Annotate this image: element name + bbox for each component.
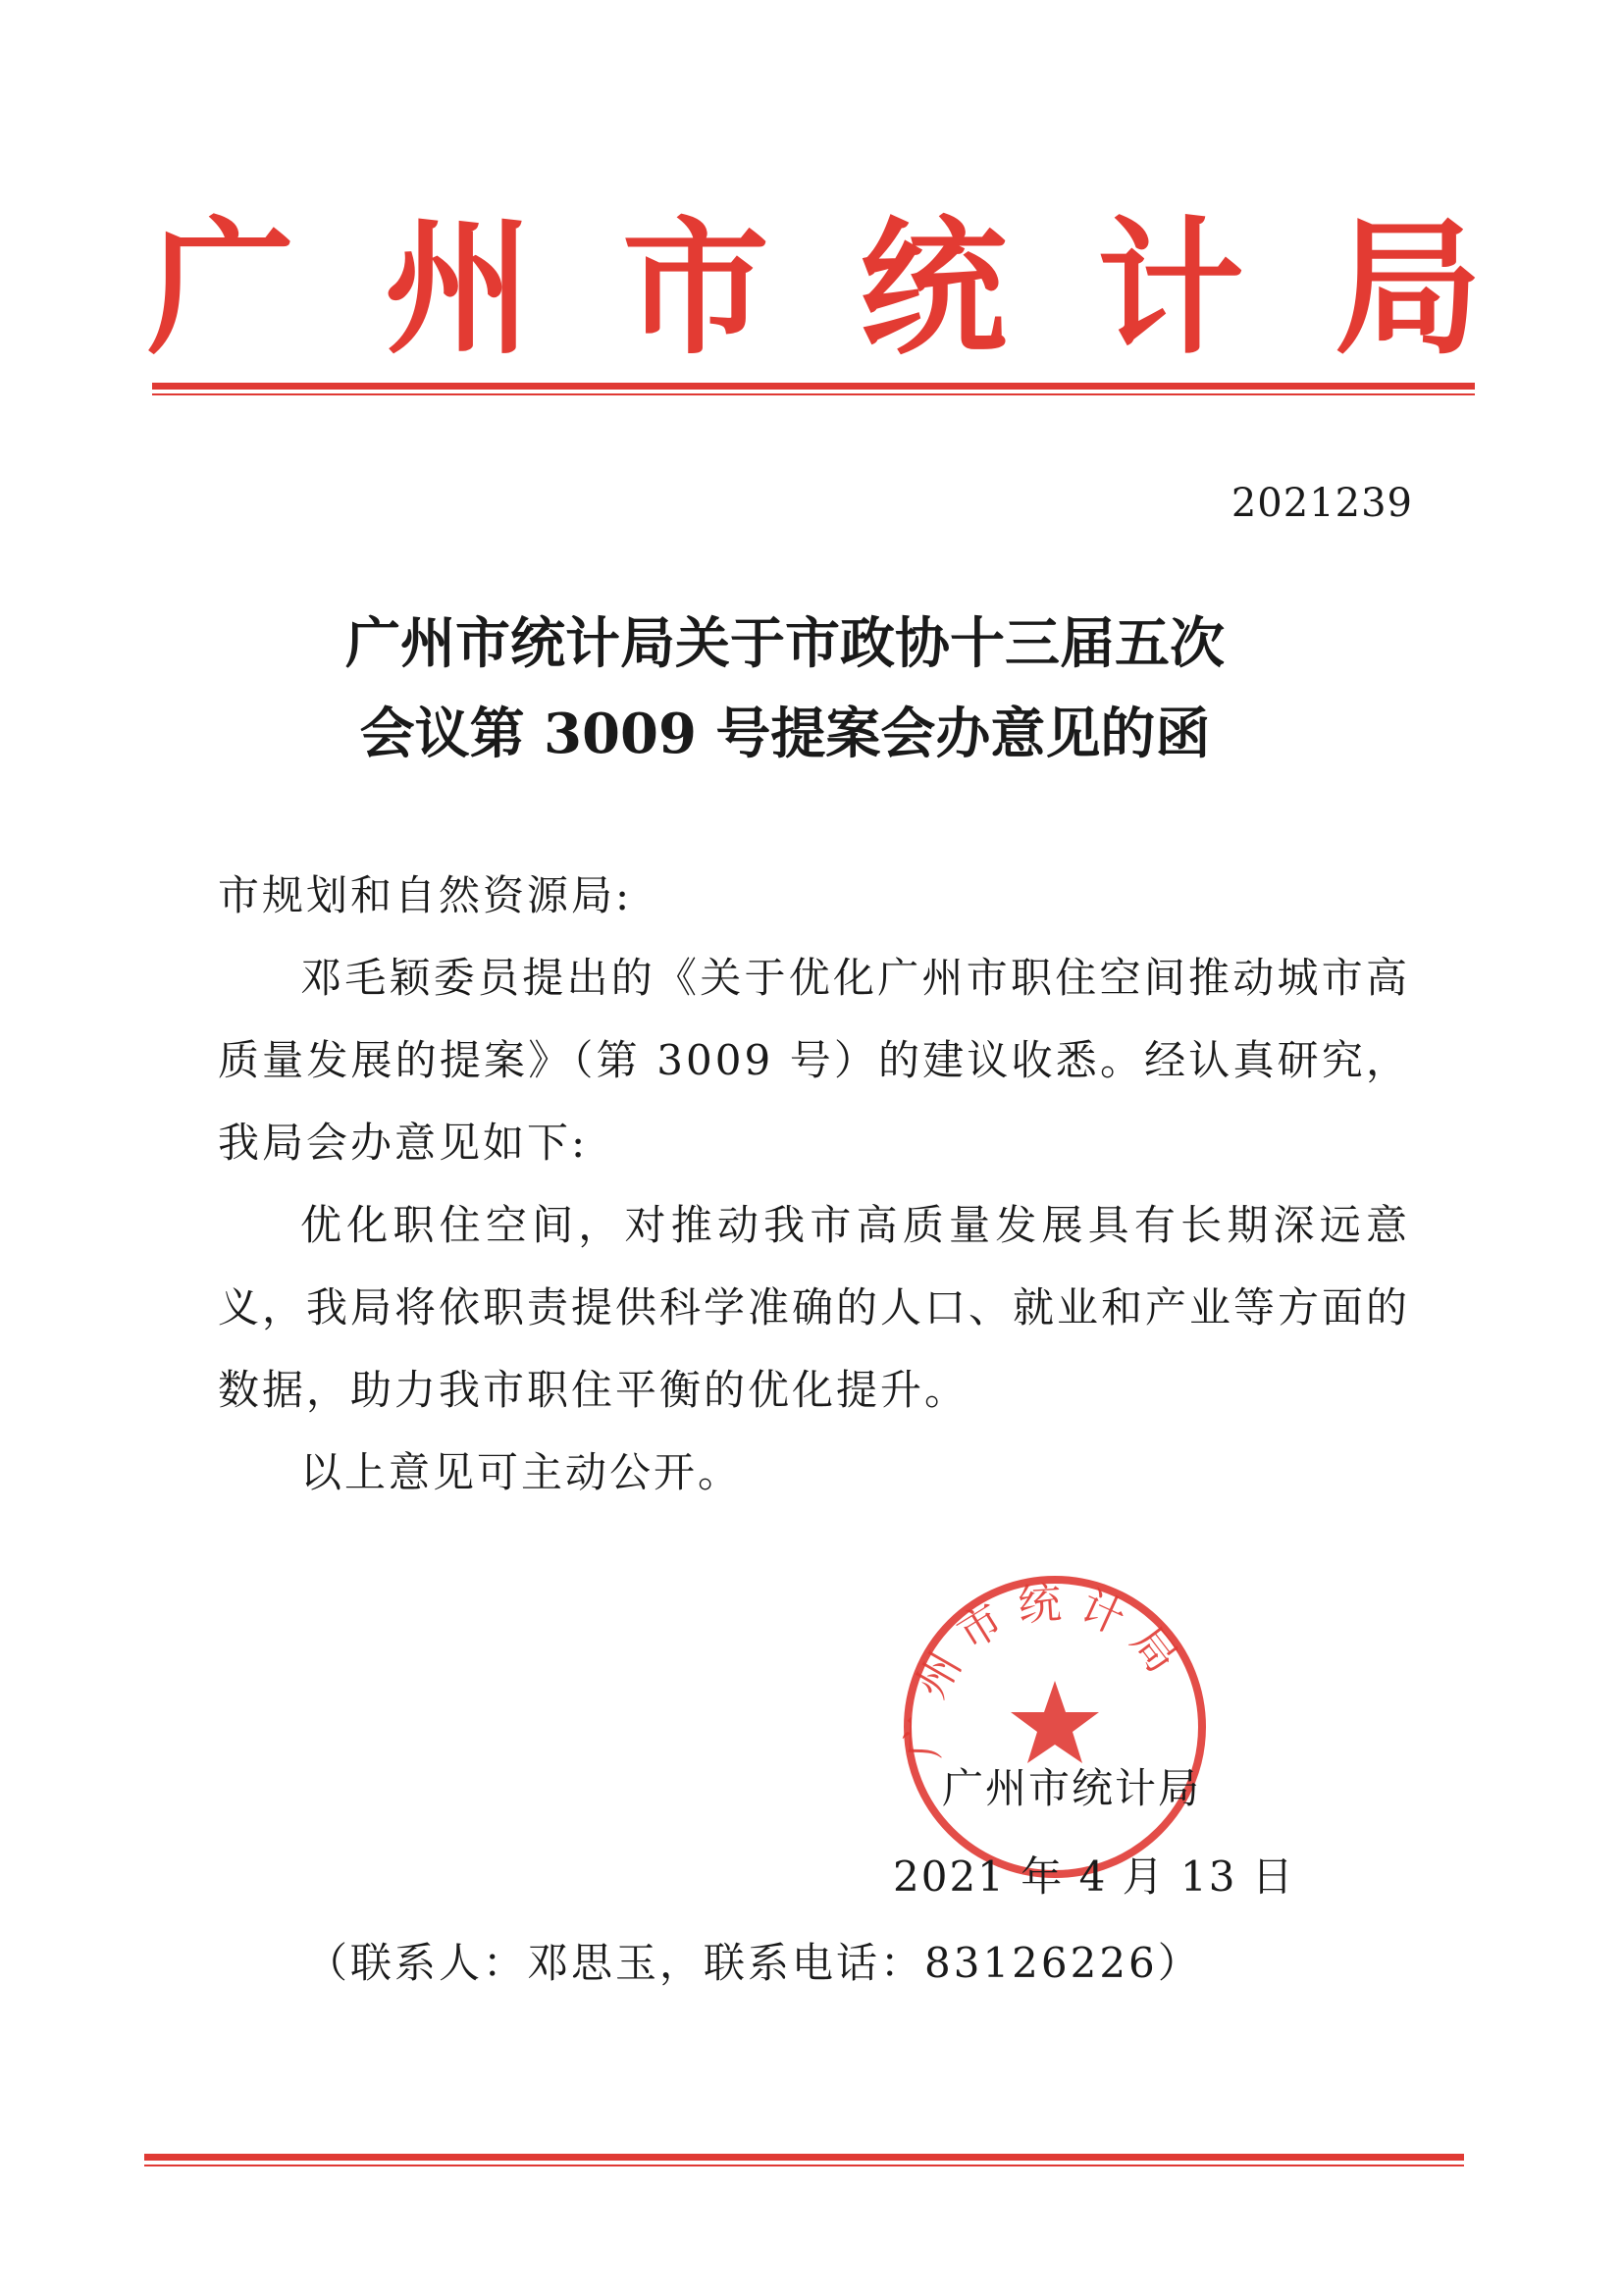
star-icon xyxy=(1011,1681,1099,1763)
divider-thick-line xyxy=(152,383,1475,390)
masthead-char: 州 xyxy=(384,204,532,375)
footer-divider xyxy=(144,2154,1464,2167)
body-paragraph: 以上意见可主动公开。 xyxy=(300,1448,743,1496)
salutation: 市规划和自然资源局: xyxy=(218,871,633,919)
document-title xyxy=(147,599,1423,779)
seal-text: 广州市统计局 xyxy=(899,1577,1196,1760)
document-number: 2021239 xyxy=(1230,481,1413,526)
masthead-char: 计 xyxy=(1096,204,1244,375)
title-line-2: 会议第 3009 号提案会办意见的函 xyxy=(359,702,1211,766)
divider-thick-line xyxy=(144,2154,1464,2161)
official-seal xyxy=(893,1565,1217,1889)
title-line-1: 广州市统计局关于市政协十三届五次 xyxy=(345,611,1225,676)
divider-thin-line xyxy=(152,393,1475,395)
contact-info: （联系人：邓思玉，联系电话：83126226） xyxy=(306,1939,1202,1987)
letter-body xyxy=(218,937,1410,1514)
masthead-char: 广 xyxy=(147,204,295,375)
header-divider xyxy=(152,383,1475,396)
masthead xyxy=(147,196,1482,383)
body-paragraph: 优化职住空间，对推动我市高质量发展具有长期深远意义，我局将依职责提供科学准确的人口、就业和产业等方面的数据，助力我市职住平衡的优化提升。 xyxy=(218,1201,1411,1414)
body-paragraph: 邓毛颖委员提出的《关于优化广州市职住空间推动城市高质量发展的提案》（第 3009 号）的建议收悉。经认真研究，我局会办意见如下: xyxy=(218,954,1410,1167)
masthead-char: 局 xyxy=(1334,204,1482,375)
masthead-char: 市 xyxy=(621,204,769,375)
issue-date: 2021 年 4 月 13 日 xyxy=(893,1852,1295,1901)
masthead-char: 统 xyxy=(859,204,1007,375)
divider-thin-line xyxy=(144,2165,1464,2166)
signature-issuer: 广州市统计局 xyxy=(942,1764,1202,1812)
